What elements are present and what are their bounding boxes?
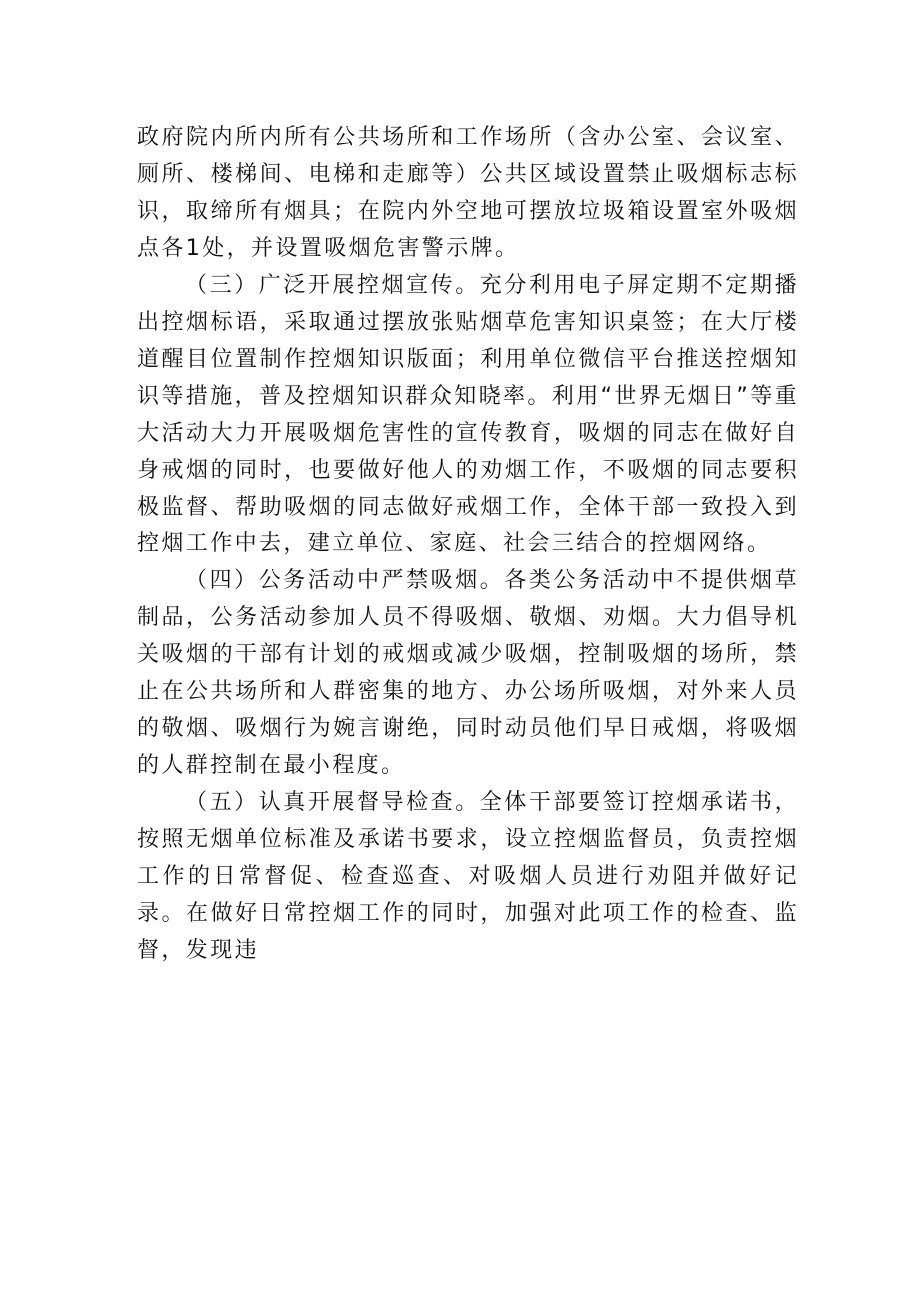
paragraph-continuation: 政府院内所内所有公共场所和工作场所（含办公室、会议室、厕所、楼梯间、电梯和走廊等）公共区域设置禁止吸烟标志标识，取缔所有烟具；在院内外空地可摆放垃圾箱设置室外吸烟点各1处，并设置吸烟危害警示牌。 (137, 125, 799, 261)
paragraph-section-4: （四）公务活动中严禁吸烟。各类公务活动中不提供烟草制品，公务活动参加人员不得吸烟、敬烟、劝烟。大力倡导机关吸烟的干部有计划的戒烟或减少吸烟，控制吸烟的场所，禁止在公共场所和人群密集的地方、办公场所吸烟，对外来人员的敬烟、吸烟行为婉言谢绝，同时动员他们早日戒烟，将吸烟的人群控制在最小程度。 (137, 568, 799, 779)
paragraph-section-3: （三）广泛开展控烟宣传。充分利用电子屏定期不定期播出控烟标语，采取通过摆放张贴烟草危害知识桌签；在大厅楼道醒目位置制作控烟知识版面；利用单位微信平台推送控烟知识等措施，普及控烟知识群众知晓率。利用“世界无烟日”等重大活动大力开展吸烟危害性的宣传教育，吸烟的同志在做好自身戒烟的同时，也要做好他人的劝烟工作，不吸烟的同志要积极监督、帮助吸烟的同志做好戒烟工作，全体干部一致投入到控烟工作中去，建立单位、家庭、社会三结合的控烟网络。 (137, 272, 799, 557)
paragraph-section-5: （五）认真开展督导检查。全体干部要签订控烟承诺书，按照无烟单位标准及承诺书要求，设立控烟监督员，负责控烟工作的日常督促、检查巡查、对吸烟人员进行劝阻并做好记录。在做好日常控烟工作的同时，加强对此项工作的检查、监督，发现违 (137, 790, 799, 963)
document-body (137, 120, 799, 970)
